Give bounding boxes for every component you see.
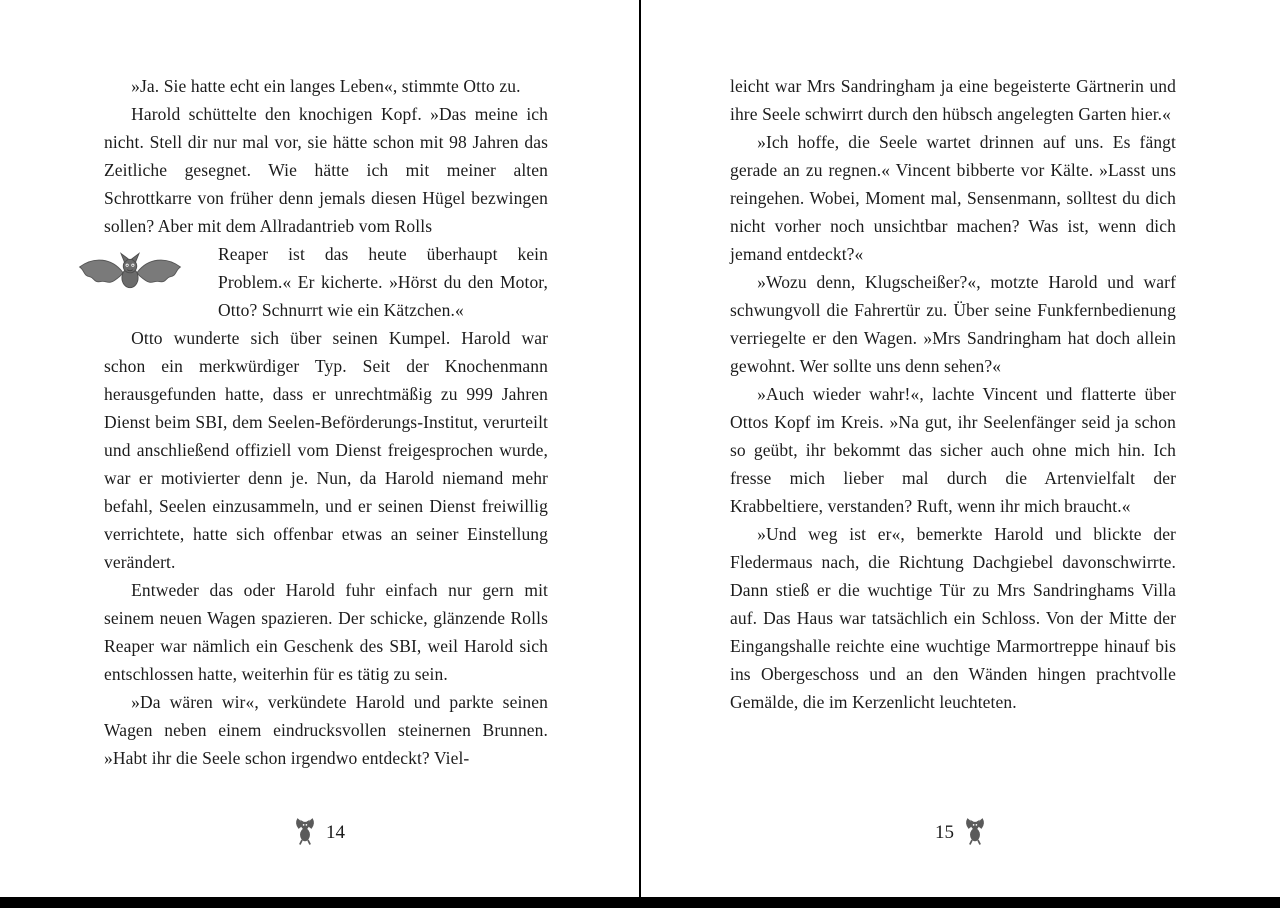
paragraph: Reaper ist das heute überhaupt kein Problem.« Er kicherte. »Hörst du den Motor, Otto? Schnurrt wie ein Kätzchen.« — [218, 244, 548, 320]
paragraph: »Ich hoffe, die Seele wartet drinnen auf uns. Es fängt gerade an zu regnen.« Vincent bibberte vor Kälte. »Lasst uns reingehen. Wobei, Moment mal, Sensenmann, solltest du dich nicht vorher noch unsichtbar machen? Was ist, wenn dich jemand entdeckt?« — [730, 132, 1176, 264]
right-page — [641, 0, 1280, 897]
paragraph: »Da wären wir«, verkündete Harold und parkte seinen Wagen neben einem eindrucksvollen steinernen Brunnen. »Habt ihr die Seele schon irgendwo entdeckt? Viel- — [104, 692, 548, 768]
paragraph: Otto wunderte sich über seinen Kumpel. Harold war schon ein merkwürdiger Typ. Seit der Knochenmann herausgefunden hatte, dass er unrechtmäßig zu 999 Jahren Dienst beim SBI, dem Seelen-Beförderungs-Institut, verurteilt und anschließend offiziell vom Dienst freigesprochen wurde, war er motivierter denn je. Nun, da Harold niemand mehr befahl, Seelen einzusammeln, und er seinen Dienst freiwillig verrichtete, hatte sich offenbar etwas an seiner Einstellung verändert. — [104, 328, 548, 572]
paragraph: Harold schüttelte den knochigen Kopf. »Das meine ich nicht. Stell dir nur mal vor, sie hätte schon mit 98 Jahren das Zeitliche gesegnet. Wie hätte ich mit meiner alten Schrottkarre von früher denn jemals diesen Hügel bezwingen sollen? Aber mit dem Allradantrieb vom Rolls — [104, 104, 548, 236]
paragraph: »Und weg ist er«, bemerkte Harold und blickte der Fledermaus nach, die Richtung Dachgiebel davonschwirrte. Dann stieß er die wuchtige Tür zu Mrs Sandringhams Villa auf. Das Haus war tatsächlich ein Schloss. Von der Mitte der Eingangshalle reichte eine wuchtige Marmortreppe hinauf bis ins Obergeschoss und an den Wänden hingen prachtvolle Gemälde, die im Kerzenlicht leuchteten. — [730, 524, 1176, 712]
left-page — [0, 0, 639, 897]
footer-creature-icon — [294, 817, 316, 845]
paragraph: »Auch wieder wahr!«, lachte Vincent und flatterte über Ottos Kopf im Kreis. »Na gut, ihr Seelenfänger seid ja schon so geübt, ihr bekommt das sicher auch ohne mich hin. Ich fresse mich lieber mal durch die Artenvielfalt der Krabbeltiere, verstanden? Ruft, wenn ihr mich braucht.« — [730, 384, 1176, 516]
left-text-column — [104, 72, 548, 772]
paragraph: leicht war Mrs Sandringham ja eine begeisterte Gärtnerin und ihre Seele schwirrt durch den hübsch angelegten Garten hier.« — [730, 76, 1176, 124]
right-text-column — [730, 72, 1176, 716]
bottom-bar — [0, 897, 1280, 908]
paragraph-wrap-around-bat — [218, 240, 548, 324]
paragraph: Entweder das oder Harold fuhr einfach nur gern mit seinem neuen Wagen spazieren. Der schicke, glänzende Rolls Reaper war nämlich ein Geschenk des SBI, weil Harold sich entschlossen hatte, weiterhin für es tätig zu sein. — [104, 580, 548, 684]
bat-illustration — [76, 248, 184, 304]
left-page-footer — [0, 817, 639, 845]
footer-creature-icon — [964, 817, 986, 845]
paragraph: »Ja. Sie hatte echt ein langes Leben«, stimmte Otto zu. — [131, 76, 521, 96]
right-page-footer — [641, 817, 1280, 845]
paragraph: »Wozu denn, Klugscheißer?«, motzte Harold und warf schwungvoll die Fahrertür zu. Über seine Funkfernbedienung verriegelte er den Wagen. »Mrs Sandringham hat doch allein gewohnt. Wer sollte uns denn sehen?« — [730, 272, 1176, 376]
page-number: 15 — [935, 822, 954, 843]
page-number: 14 — [326, 822, 345, 843]
